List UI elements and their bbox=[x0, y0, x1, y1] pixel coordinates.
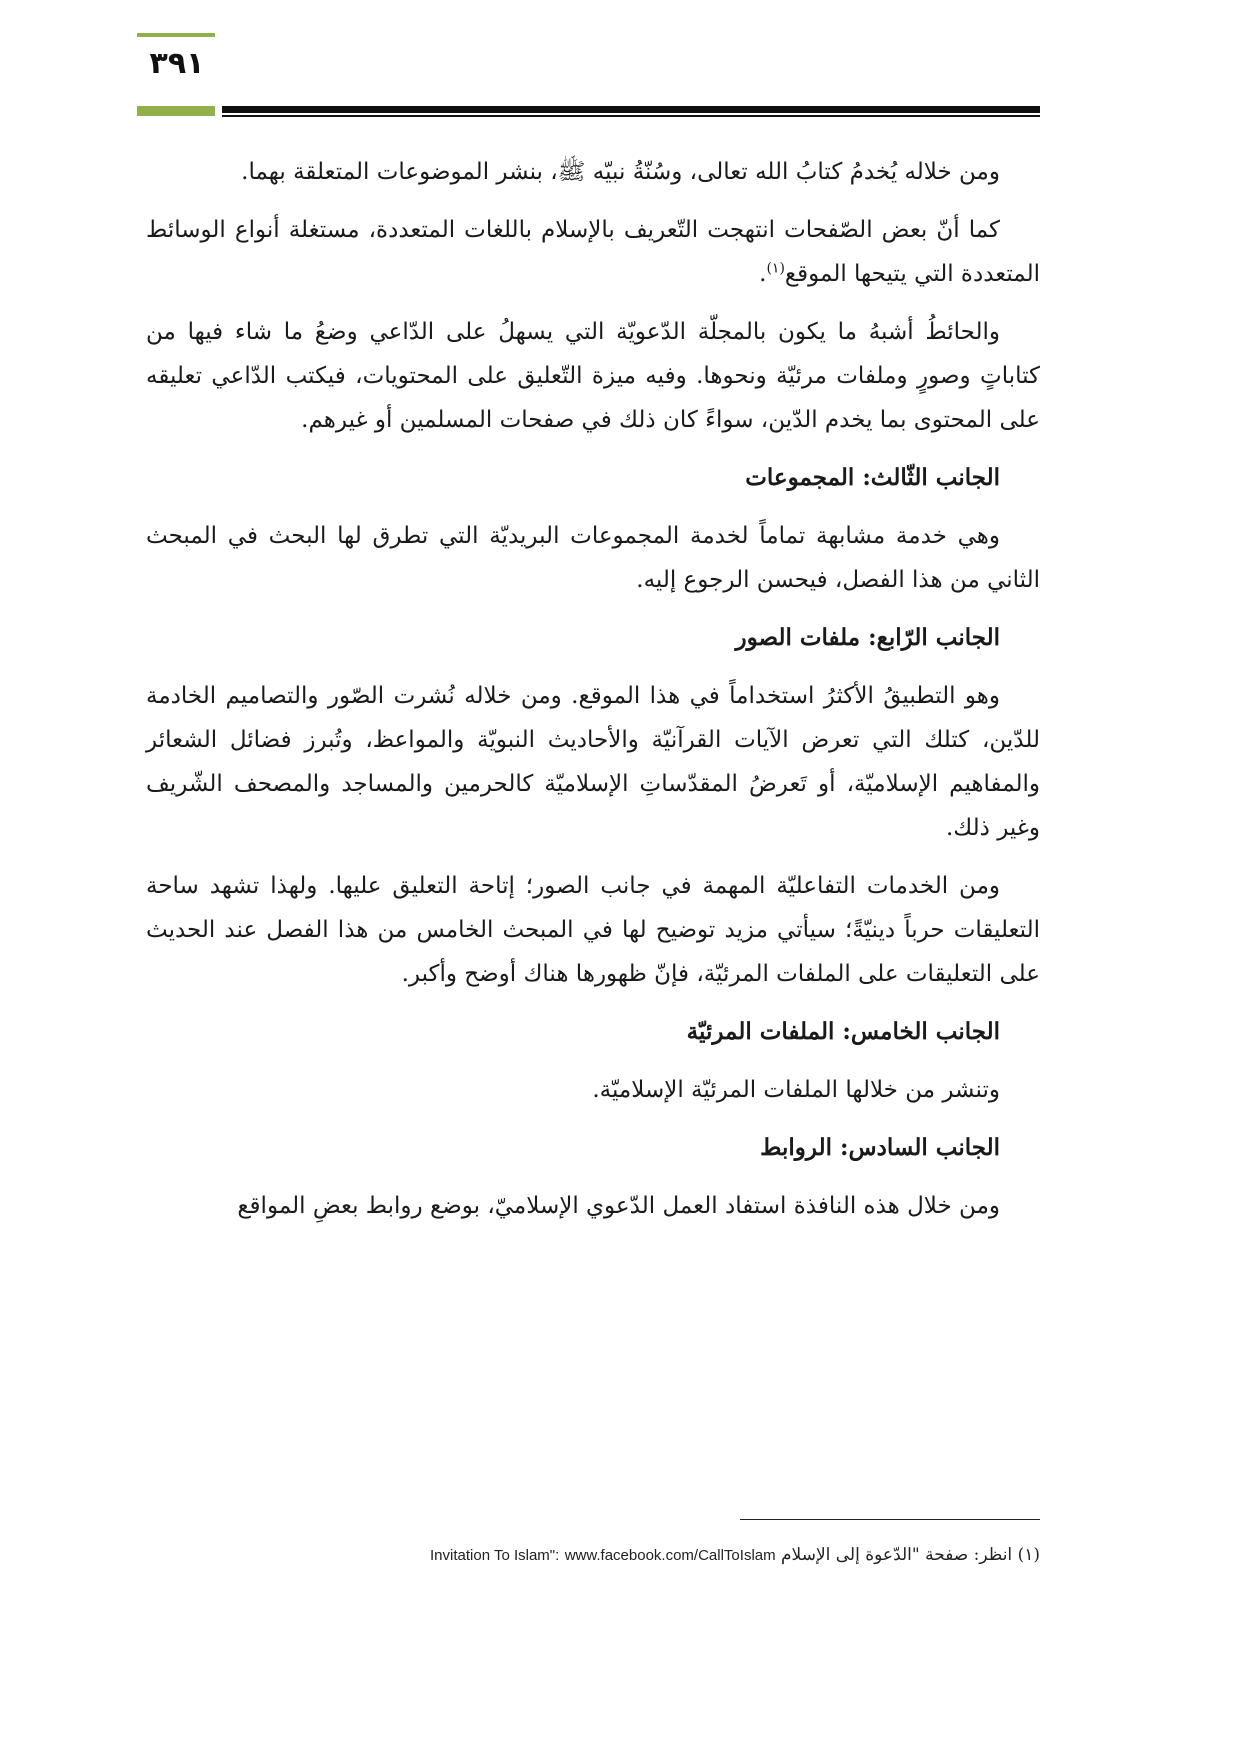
section-heading-third bbox=[146, 456, 1040, 500]
footnote-reference[interactable]: (١) bbox=[766, 260, 785, 277]
page-number: ٣٩١ bbox=[149, 46, 205, 81]
footnote-english-name: Invitation To Islam": bbox=[430, 1547, 560, 1564]
paragraph-2-end: . bbox=[759, 261, 767, 287]
section-heading-sixth bbox=[146, 1126, 1040, 1170]
paragraph-7: وتنشر من خلالها الملفات المرئيّة الإسلاميّة. bbox=[592, 1077, 1000, 1103]
header-rule-thin bbox=[222, 115, 1040, 117]
header-accent-bar-bottom bbox=[137, 106, 215, 116]
section-heading-fourth bbox=[146, 616, 1040, 660]
section-heading-title: ملفات الصور bbox=[735, 624, 861, 651]
section-heading-title: الملفات المرئيّة bbox=[686, 1018, 835, 1045]
section-heading-label: الجانب السادس: bbox=[840, 1134, 1000, 1161]
footnote-text: انظر: صفحة "الدّعوة إلى الإسلام bbox=[781, 1545, 1013, 1565]
paragraph-5: وهو التطبيقُ الأكثرُ استخداماً في هذا الموقع. ومن خلاله نُشرت الصّور والتصاميم الخادمة للدّين، كتلك التي تعرض الآيات القرآنيّة والأحاديث النبويّة والمواعظ، وتُبرز فضائل الشعائر والمفاهيم الإسلاميّة، أو تَعرضُ المقدّساتِ الإسلاميّة كالحرمين والمساجد والمصحف الشّريف وغير ذلك. bbox=[146, 683, 1040, 841]
paragraph-1: ومن خلاله يُخدمُ كتابُ الله تعالى، وسُنّةُ نبيّه ﷺ، بنشر الموضوعات المتعلقة بهما. bbox=[241, 159, 1000, 185]
paragraph-2-text: كما أنّ بعض الصّفحات انتهجت التّعريف بالإسلام باللغات المتعددة، مستغلة أنواع الوسائط المتعددة التي يتيحها الموقع bbox=[146, 217, 1040, 287]
section-heading-title: المجموعات bbox=[745, 464, 855, 491]
section-heading-label: الجانب الرّابع: bbox=[868, 624, 1000, 651]
footnote-marker: (١) bbox=[1017, 1545, 1040, 1565]
paragraph-3: والحائطُ أشبهُ ما يكون بالمجلّة الدّعويّة التي يسهلُ على الدّاعي وضعُ ما شاء فيها من كتاباتٍ وصورٍ وملفات مرئيّة ونحوها. وفيه ميزة التّعليق على المحتويات، فيكتب الدّاعي تعليقه على المحتوى بما يخدم الدّين، سواءً كان ذلك في صفحات المسلمين أو غيرهم. bbox=[146, 319, 1040, 433]
paragraph-4: وهي خدمة مشابهة تماماً لخدمة المجموعات البريديّة التي تطرق لها البحث في المبحث الثاني من هذا الفصل، فيحسن الرجوع إليه. bbox=[146, 523, 1040, 593]
section-heading-label: الجانب الخامس: bbox=[842, 1018, 1000, 1045]
header-accent-bar-top bbox=[137, 33, 215, 37]
footnote bbox=[146, 1540, 1040, 1571]
section-heading-fifth bbox=[146, 1010, 1040, 1054]
section-heading-label: الجانب الثّالث: bbox=[862, 464, 1000, 491]
footnote-separator bbox=[740, 1519, 1040, 1520]
paragraph-2 bbox=[146, 208, 1040, 296]
header-rule-thick bbox=[222, 106, 1040, 113]
paragraph-8: ومن خلال هذه النافذة استفاد العمل الدّعوي الإسلاميّ، بوضع روابط بعضِ المواقع bbox=[237, 1193, 1000, 1219]
footnote-url[interactable]: www.facebook.com/CallToIslam bbox=[564, 1547, 776, 1564]
section-heading-title: الروابط bbox=[760, 1134, 832, 1161]
body-text bbox=[146, 150, 1040, 1242]
paragraph-6: ومن الخدمات التفاعليّة المهمة في جانب الصور؛ إتاحة التعليق عليها. ولهذا تشهد ساحة التعليقات حرباً دينيّةً؛ سيأتي مزيد توضيح لها في المبحث الخامس من هذا الفصل عند الحديث على التعليقات على الملفات المرئيّة، فإنّ ظهورها هناك أوضح وأكبر. bbox=[146, 873, 1040, 987]
